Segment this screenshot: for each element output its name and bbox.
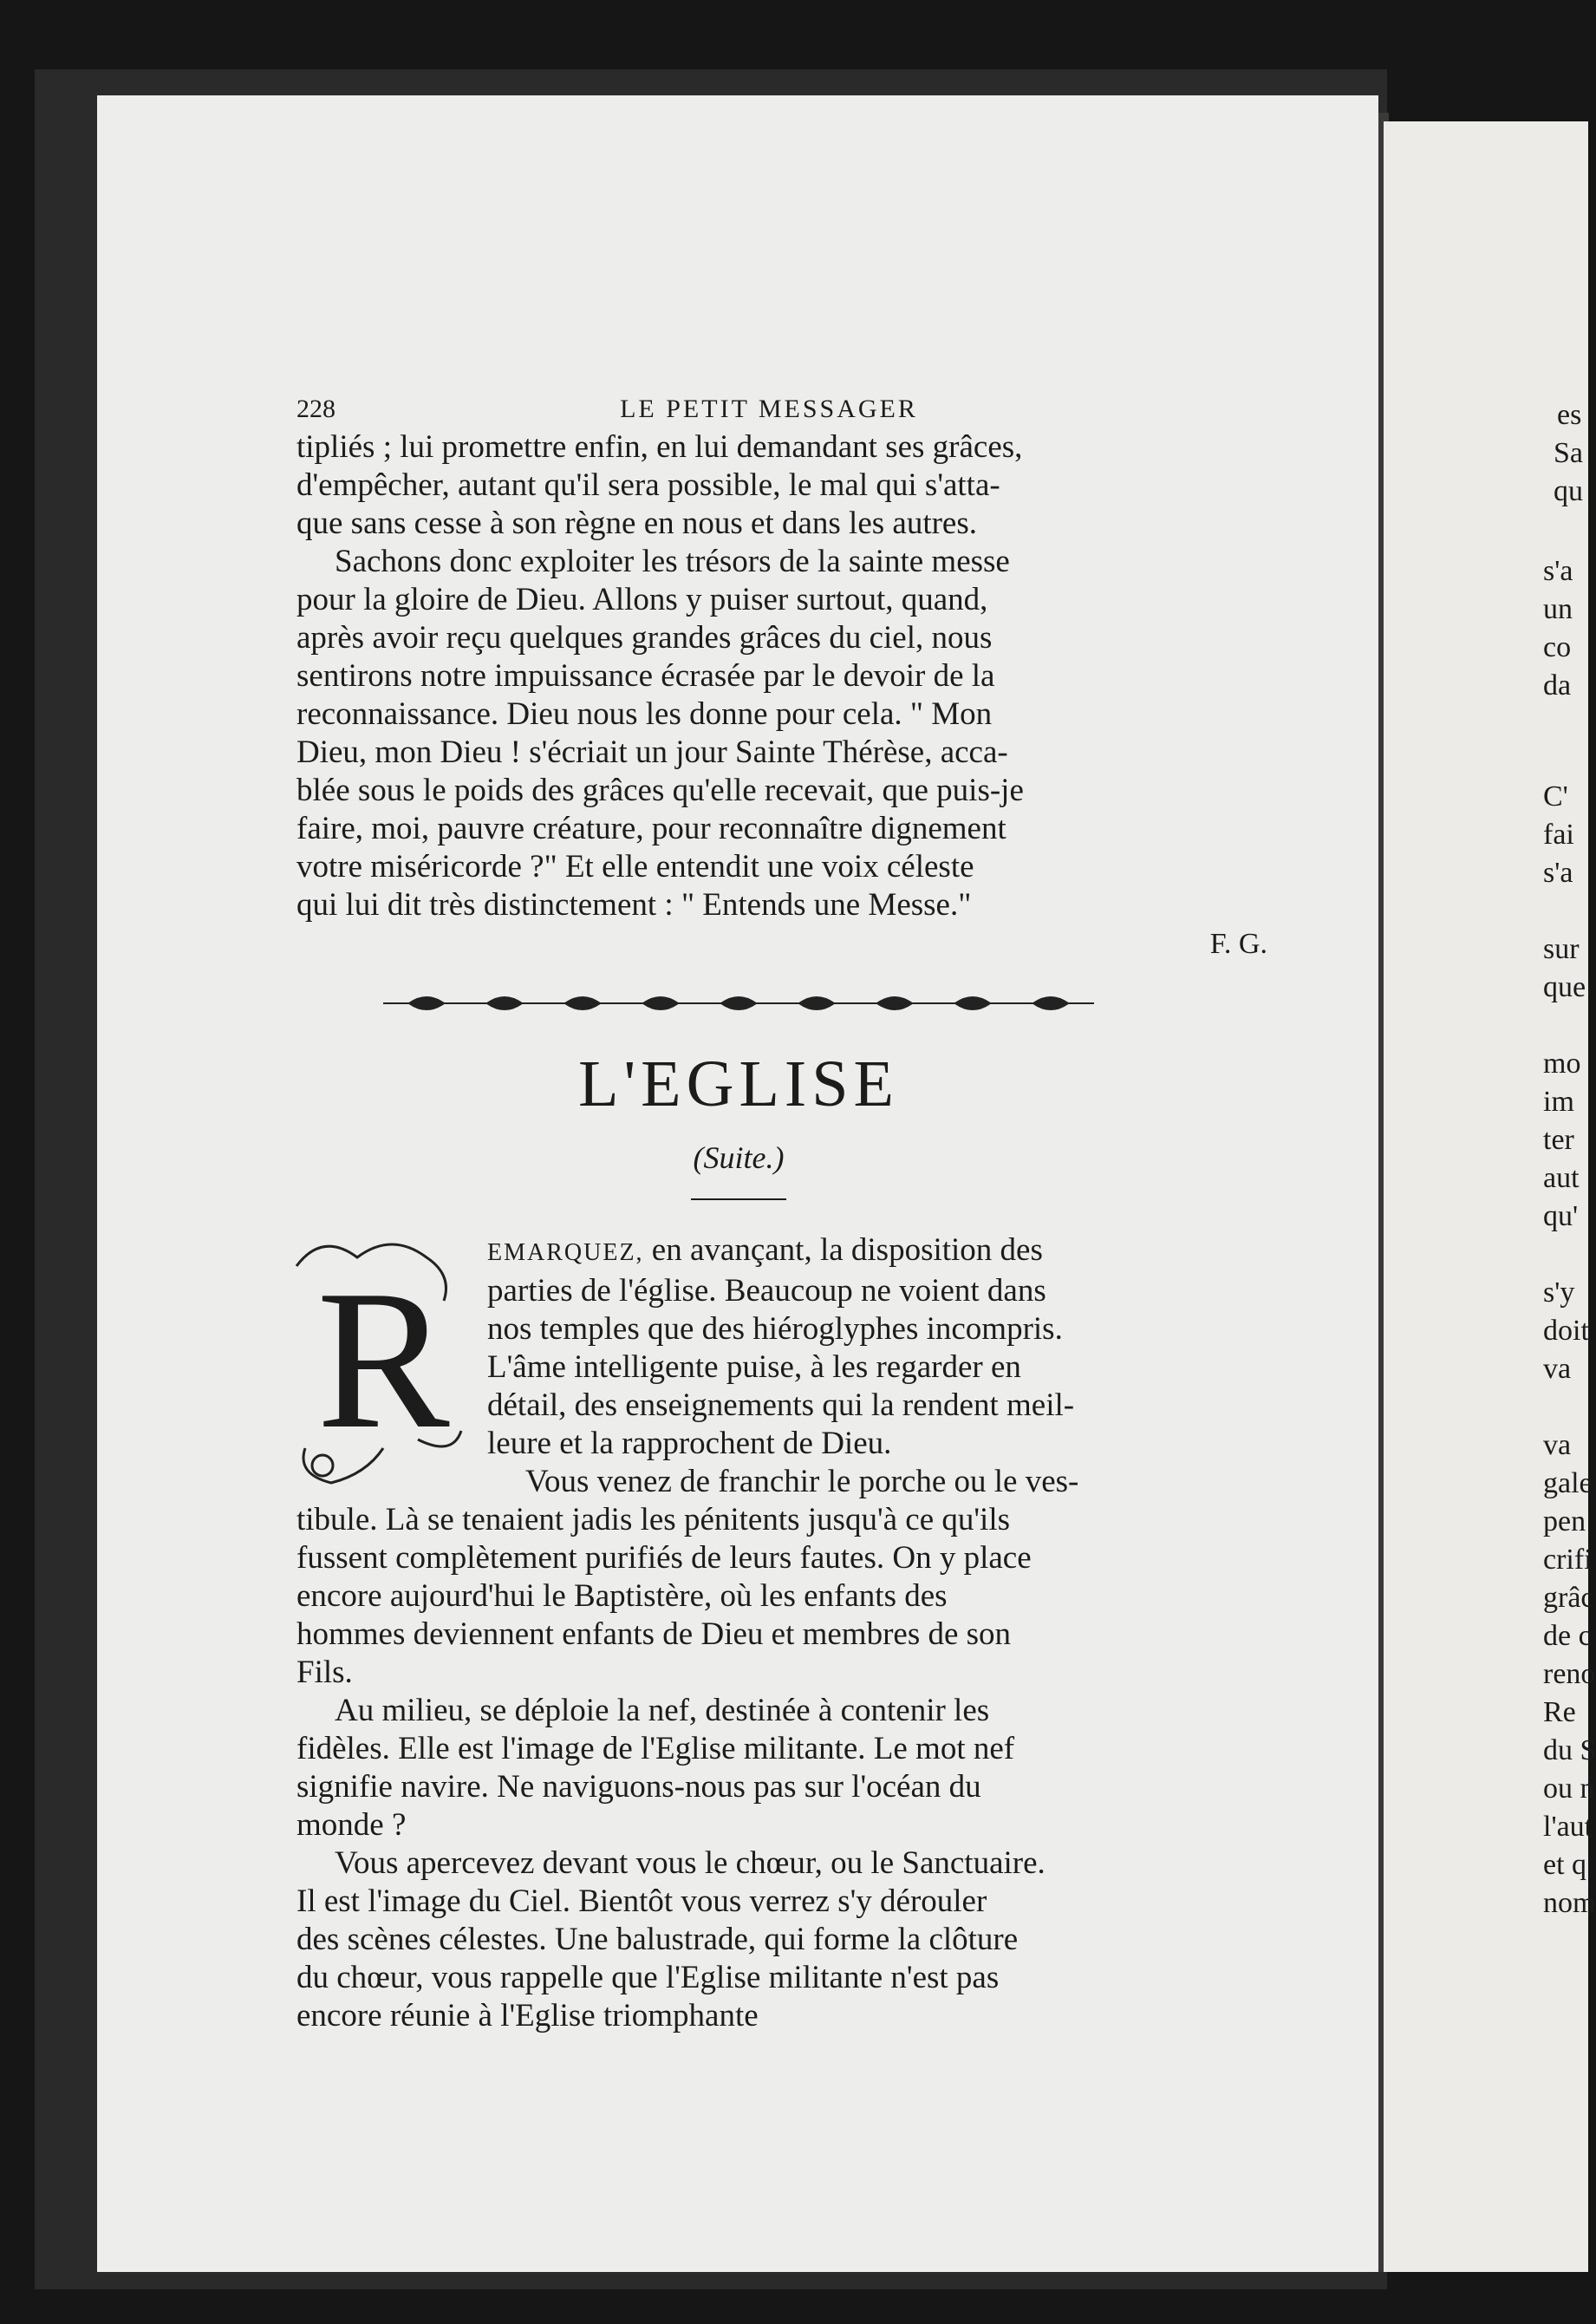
page-header [296, 390, 1337, 428]
facing-fragment: va [1543, 1429, 1572, 1461]
facing-fragment: va [1543, 1353, 1572, 1385]
text-line: Dieu, mon Dieu ! s'écriait un jour Sainte Thérèse, acca- [296, 734, 1008, 770]
text-line: encore aujourd'hui le Baptistère, où les enfants des [296, 1578, 948, 1614]
facing-fragment: pen [1543, 1505, 1586, 1537]
facing-fragment: gale [1543, 1467, 1593, 1499]
preceding-article-end [296, 428, 1337, 964]
text-line: reconnaissance. Dieu nous les donne pour cela. " Mon [296, 696, 993, 732]
text-line: des scènes célestes. Une balustrade, qui forme la clôture [296, 1922, 1019, 1957]
text-line [487, 1231, 1337, 1272]
facing-fragment: sur [1543, 933, 1580, 965]
text-line: votre miséricorde ?" Et elle entendit une voix céleste [296, 849, 974, 885]
text-line: sentirons notre impuissance écrasée par le devoir de la [296, 658, 995, 694]
text-line: faire, moi, pauvre créature, pour reconnaître dignement [296, 811, 1006, 846]
text-line: Au milieu, se déploie la nef, destinée à contenir les [335, 1693, 990, 1728]
text-line: nos temples que des hiéroglyphes incompris. [487, 1311, 1063, 1347]
facing-fragment: Sa [1554, 437, 1583, 469]
text-line: Vous apercevez devant vous le chœur, ou le Sanctuaire. [335, 1845, 1046, 1881]
facing-fragment: un [1543, 593, 1573, 625]
text-line: fidèles. Elle est l'image de l'Eglise militante. Le mot nef [296, 1731, 1015, 1766]
facing-fragment: que [1543, 971, 1586, 1003]
facing-fragment: C' [1543, 780, 1568, 813]
text-line: L'âme intelligente puise, à les regarder en [487, 1349, 1021, 1385]
text-line: d'empêcher, autant qu'il sera possible, le mal qui s'atta- [296, 467, 1000, 503]
facing-fragment: es [1557, 399, 1582, 431]
page-text-block [296, 390, 1337, 2035]
facing-fragment: im [1543, 1086, 1574, 1118]
facing-fragment: co [1543, 631, 1572, 663]
signature: F. G. [1209, 928, 1267, 960]
facing-fragment: fai [1543, 819, 1574, 851]
facing-fragment: reno [1543, 1658, 1596, 1690]
facing-fragment: s'a [1543, 857, 1573, 889]
facing-fragment: Re [1543, 1696, 1576, 1728]
text-line: pour la gloire de Dieu. Allons y puiser surtout, quand, [296, 582, 988, 617]
facing-fragment: doit [1543, 1315, 1589, 1347]
text-line: parties de l'église. Beaucoup ne voient dans [487, 1273, 1046, 1309]
article-title: L'EGLISE [578, 1048, 899, 1120]
text-line: fussent complètement purifiés de leurs fautes. On y place [296, 1540, 1032, 1576]
text-line: Fils. [296, 1655, 353, 1690]
facing-page-edge [1384, 121, 1596, 2272]
text-line: Vous venez de franchir le porche ou le ves- [525, 1464, 1079, 1499]
running-head: LE PETIT MESSAGER [620, 395, 918, 423]
facing-fragment: crifi [1543, 1544, 1593, 1576]
page-number: 228 [296, 395, 335, 423]
facing-fragment: grâc [1543, 1582, 1594, 1614]
text-line: encore réunie à l'Eglise triomphante [296, 1998, 759, 2034]
facing-fragment: ou n [1543, 1772, 1595, 1805]
text-line: leure et la rapprochent de Dieu. [487, 1426, 892, 1461]
article-subtitle: (Suite.) [693, 1140, 785, 1175]
text-line: hommes deviennent enfants de Dieu et membres de son [296, 1616, 1012, 1652]
facing-fragment: nom [1543, 1887, 1596, 1919]
text-line: qui lui dit très distinctement : " Entends une Messe." [296, 887, 972, 923]
text-line: après avoir reçu quelques grandes grâces du ciel, nous [296, 620, 993, 656]
ornamental-drop-cap [288, 1231, 479, 1492]
facing-fragment: qu' [1543, 1200, 1579, 1232]
text-line: monde ? [296, 1807, 407, 1843]
text-line: détail, des enseignements qui la rendent meil- [487, 1387, 1075, 1423]
text-line: que sans cesse à son règne en nous et dans les autres. [296, 506, 977, 541]
facing-fragment: s'y [1543, 1276, 1575, 1309]
decorative-divider-ornament [375, 990, 1103, 1016]
facing-fragment: ter [1543, 1124, 1574, 1156]
dropcap-adjacent-lines [487, 1231, 1337, 1501]
article-body [296, 1231, 1337, 2035]
text-line: tipliés ; lui promettre enfin, en lui demandant ses grâces, [296, 429, 1023, 465]
text-line: Sachons donc exploiter les trésors de la sainte messe [335, 544, 1010, 579]
facing-fragment: de c [1543, 1620, 1592, 1652]
left-page [97, 95, 1378, 2272]
facing-fragment: qu [1554, 475, 1583, 507]
title-rule [691, 1198, 786, 1200]
facing-fragment: l'aut [1543, 1811, 1593, 1843]
text-line: tibule. Là se tenaient jadis les pénitents jusqu'à ce qu'ils [296, 1502, 1011, 1537]
facing-fragment: s'a [1543, 555, 1573, 587]
text-line: blée sous le poids des grâces qu'elle recevait, que puis-je [296, 773, 1024, 808]
text-line: signifie navire. Ne naviguons-nous pas sur l'océan du [296, 1769, 981, 1805]
facing-fragment: mo [1543, 1048, 1581, 1080]
text-line-rest: en avançant, la disposition des [643, 1232, 1043, 1268]
facing-fragment: aut [1543, 1162, 1580, 1194]
drop-cap-letter: R [316, 1249, 450, 1470]
first-word-rest: EMARQUEZ, [487, 1239, 644, 1266]
facing-fragment: et q [1543, 1849, 1587, 1881]
facing-fragment: da [1543, 669, 1572, 702]
text-line: Il est l'image du Ciel. Bientôt vous verrez s'y dérouler [296, 1883, 987, 1919]
facing-fragment: du S [1543, 1734, 1596, 1766]
text-line: du chœur, vous rappelle que l'Eglise militante n'est pas [296, 1960, 1000, 1995]
